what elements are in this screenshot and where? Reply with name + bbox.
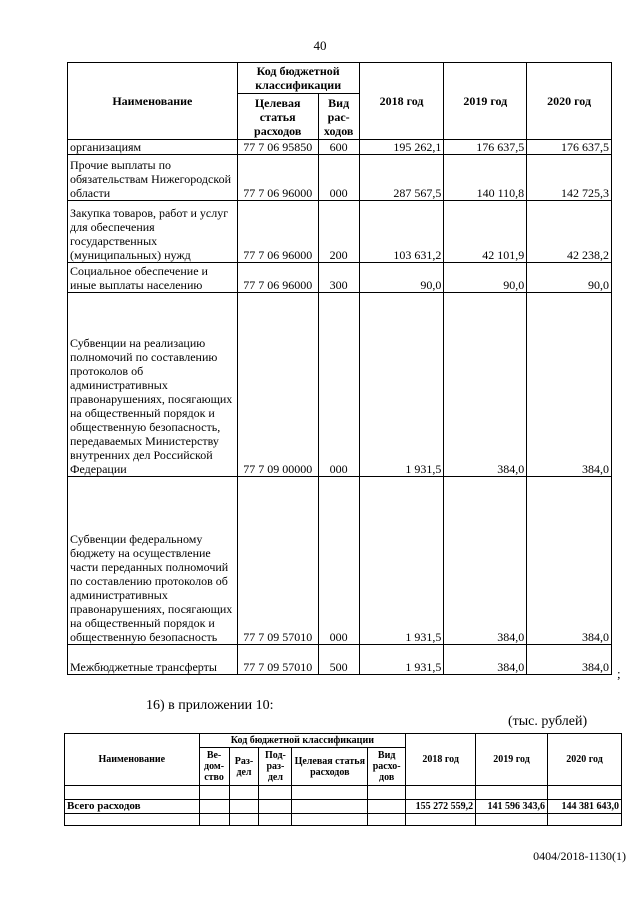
table-row (68, 263, 612, 293)
item-label: 16) в приложении 10: (146, 698, 274, 713)
row-type: 500 (318, 645, 359, 675)
total-2018: 155 272 559,2 (406, 800, 476, 814)
empty-cell (548, 786, 622, 800)
row-code: 77 7 06 95850 (237, 140, 318, 155)
header-2019: 2019 год (444, 63, 527, 140)
table-row (68, 140, 612, 155)
row-2018: 195 262,1 (359, 140, 444, 155)
empty-cell (259, 786, 292, 800)
spacer-row (65, 814, 622, 826)
table-row (68, 201, 612, 263)
header-department: Ве-дом-ство (199, 748, 229, 786)
empty-cell (292, 800, 368, 814)
budget-table-main (67, 62, 612, 675)
page-number: 40 (313, 38, 327, 53)
header-2018: 2018 год (359, 63, 444, 140)
row-2018: 103 631,2 (359, 201, 444, 263)
row-code: 77 7 06 96000 (237, 263, 318, 293)
row-2019: 140 110,8 (444, 155, 527, 201)
document-code: 0404/2018-1130(1) (533, 849, 626, 863)
total-name: Всего расходов (65, 800, 200, 814)
header-2019: 2019 год (476, 734, 548, 786)
row-type: 300 (318, 263, 359, 293)
row-type: 000 (318, 477, 359, 645)
empty-cell (259, 814, 292, 826)
table-row (68, 155, 612, 201)
row-type: 600 (318, 140, 359, 155)
row-code: 77 7 06 96000 (237, 155, 318, 201)
row-2019: 384,0 (444, 477, 527, 645)
empty-cell (476, 814, 548, 826)
total-row (65, 800, 622, 814)
row-name: Закупка товаров, работ и услуг для обеспечения государственных (муниципальных) нужд (68, 201, 238, 263)
row-2018: 90,0 (359, 263, 444, 293)
row-type: 000 (318, 155, 359, 201)
total-2019: 141 596 343,6 (476, 800, 548, 814)
table-row (68, 477, 612, 645)
header-target-article: Целевая статья расходов (237, 94, 318, 140)
empty-cell (368, 800, 406, 814)
empty-cell (259, 800, 292, 814)
row-2019: 90,0 (444, 263, 527, 293)
row-2018: 1 931,5 (359, 645, 444, 675)
empty-cell (406, 786, 476, 800)
end-mark: ; (617, 666, 621, 681)
row-2020: 384,0 (527, 293, 612, 477)
row-2019: 176 637,5 (444, 140, 527, 155)
row-2019: 384,0 (444, 645, 527, 675)
empty-cell (229, 800, 259, 814)
budget-table-appendix-10 (64, 733, 622, 826)
row-2018: 1 931,5 (359, 477, 444, 645)
empty-cell (548, 814, 622, 826)
header-2020: 2020 год (548, 734, 622, 786)
units-label: (тыс. рублей) (508, 714, 588, 729)
row-2018: 287 567,5 (359, 155, 444, 201)
row-2020: 142 725,3 (527, 155, 612, 201)
header-budget-classification: Код бюджетной классификации (237, 63, 359, 94)
row-name: Субвенции федеральному бюджету на осуществление части переданных полномочий по составлению протоколов об административных правонарушениях, посягающих на общественный порядок и общественную безопасность (68, 477, 238, 645)
row-name: Прочие выплаты по обязательствам Нижегородской области (68, 155, 238, 201)
row-2018: 1 931,5 (359, 293, 444, 477)
row-2020: 176 637,5 (527, 140, 612, 155)
empty-cell (368, 786, 406, 800)
row-code: 77 7 09 00000 (237, 293, 318, 477)
empty-cell (229, 786, 259, 800)
empty-cell (65, 786, 200, 800)
spacer-row (65, 786, 622, 800)
empty-cell (406, 814, 476, 826)
row-2019: 42 101,9 (444, 201, 527, 263)
row-name: Субвенции на реализацию полномочий по составлению протоколов об административных правонарушениях, посягающих на общественный порядок и общественную безопасность, передаваемых Министерству внутренних дел Российской Федерации (68, 293, 238, 477)
row-2020: 384,0 (527, 477, 612, 645)
row-type: 200 (318, 201, 359, 263)
row-code: 77 7 06 96000 (237, 201, 318, 263)
header-expense-type: Вид расхо-дов (368, 748, 406, 786)
row-2020: 42 238,2 (527, 201, 612, 263)
header-expense-type: Вид рас-ходов (318, 94, 359, 140)
row-name: организациям (68, 140, 238, 155)
row-code: 77 7 09 57010 (237, 477, 318, 645)
empty-cell (368, 814, 406, 826)
total-2020: 144 381 643,0 (548, 800, 622, 814)
header-subsection: Под-раз-дел (259, 748, 292, 786)
empty-cell (65, 814, 200, 826)
empty-cell (199, 800, 229, 814)
row-2020: 90,0 (527, 263, 612, 293)
row-2019: 384,0 (444, 293, 527, 477)
header-section: Раз-дел (229, 748, 259, 786)
empty-cell (476, 786, 548, 800)
header-target-article: Целевая статья расходов (292, 748, 368, 786)
header-name: Наименование (65, 734, 200, 786)
header-2020: 2020 год (527, 63, 612, 140)
row-code: 77 7 09 57010 (237, 645, 318, 675)
header-budget-classification: Код бюджетной классификации (199, 734, 406, 748)
empty-cell (199, 814, 229, 826)
row-type: 000 (318, 293, 359, 477)
row-name: Социальное обеспечение и иные выплаты населению (68, 263, 238, 293)
row-2020: 384,0 (527, 645, 612, 675)
table-row (68, 645, 612, 675)
empty-cell (199, 786, 229, 800)
empty-cell (292, 786, 368, 800)
empty-cell (229, 814, 259, 826)
table-row (68, 293, 612, 477)
header-2018: 2018 год (406, 734, 476, 786)
empty-cell (292, 814, 368, 826)
header-name: Наименование (68, 63, 238, 140)
row-name: Межбюджетные трансферты (68, 645, 238, 675)
